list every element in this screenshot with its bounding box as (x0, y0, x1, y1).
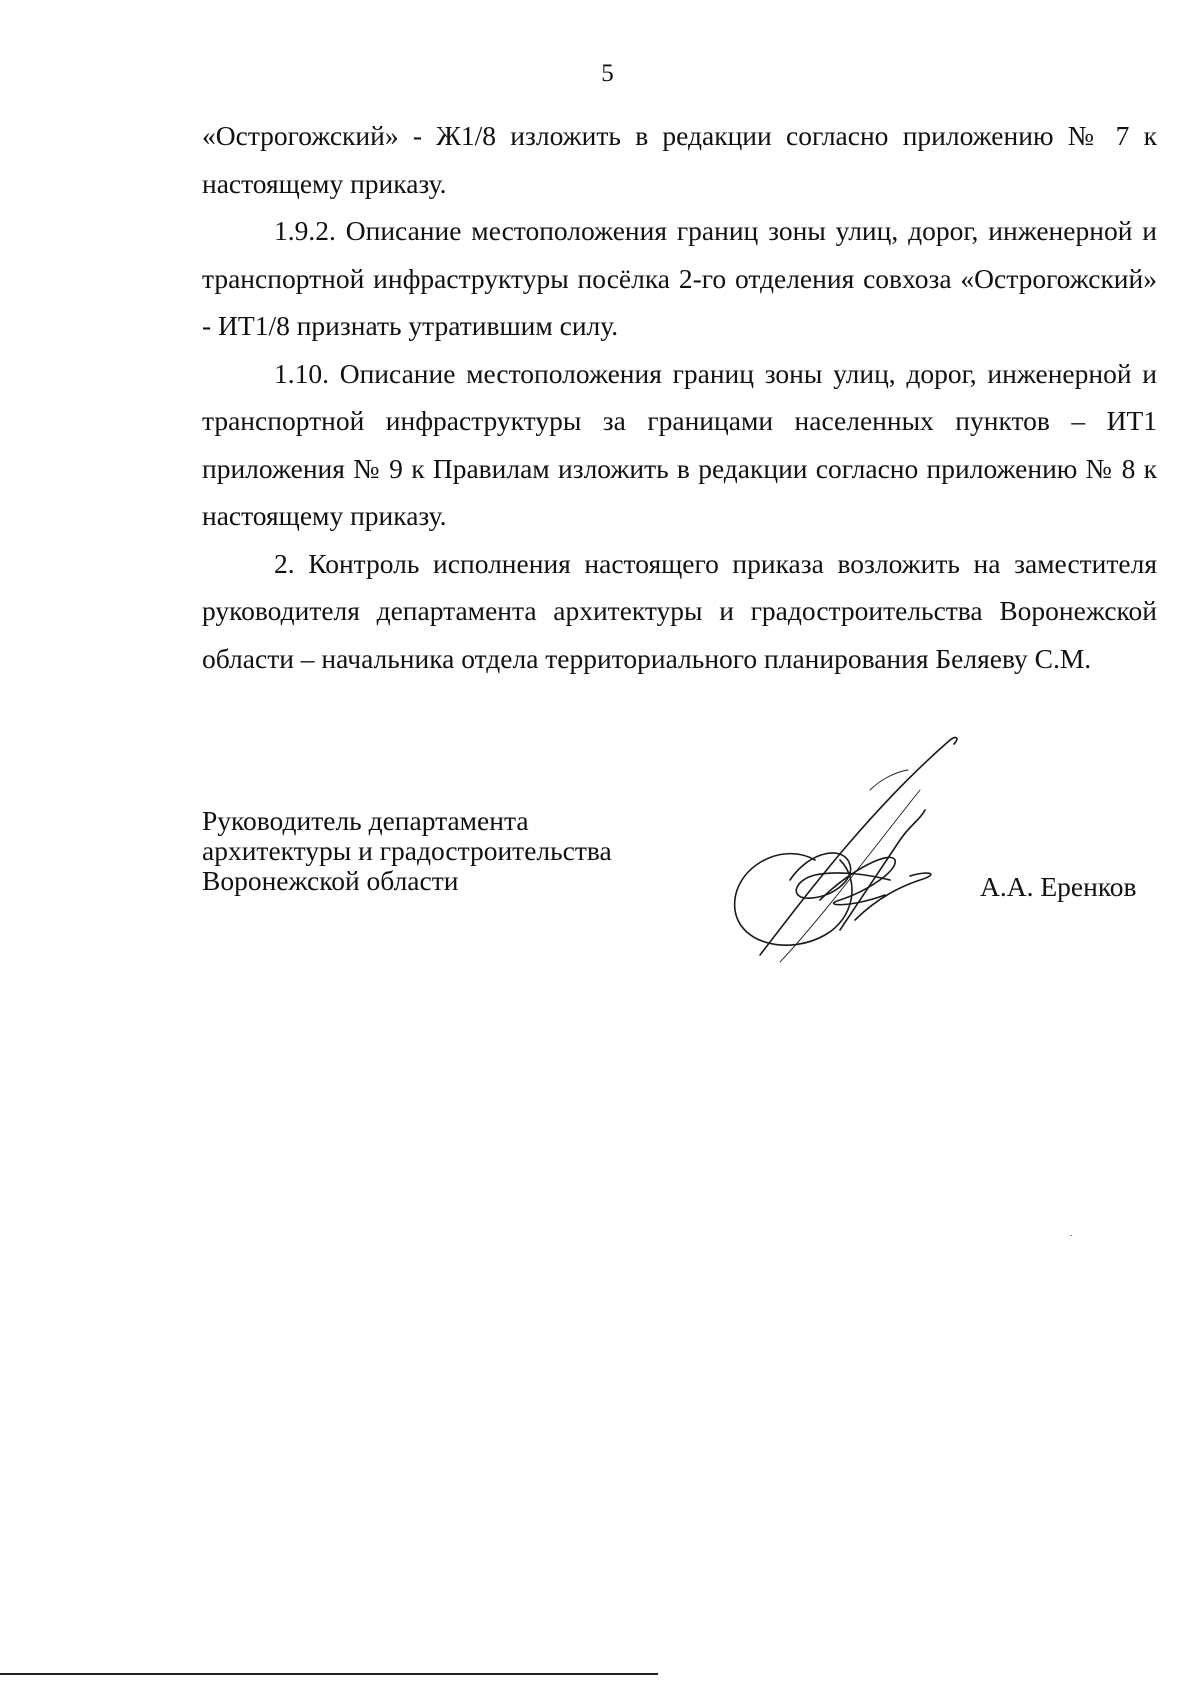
page-number: 5 (601, 60, 614, 87)
signer-name: А.А. Еренков (980, 871, 1137, 902)
paragraph-1-9-2: 1.9.2. Описание местоположения границ зоны улиц, дорог, инженерной и транспортной инфраструктуры посёлка 2-го отделения совхоза «Острогожский» - ИТ1/8 признать утратившим силу. (202, 215, 1157, 341)
document-body (202, 112, 1157, 682)
paragraph-2-control: 2. Контроль исполнения настоящего приказа возложить на заместителя руководителя департамента архитектуры и градостроительства Воронежской области – начальника отдела территориального планирования Беляеву С.М. (202, 547, 1157, 674)
signatory-title-line: Руководитель департамента (202, 805, 529, 836)
signatory-title-line: архитектуры и градостроительства (202, 835, 612, 866)
scan-speck (1070, 1235, 1072, 1236)
handwritten-signature (720, 730, 1020, 970)
signatory-title (202, 806, 612, 896)
paragraph-continuation: «Острогожский» - Ж1/8 изложить в редакции согласно приложению № 7 к настоящему приказу. (202, 120, 1157, 199)
signatory-title-line: Воронежской области (202, 865, 459, 896)
bottom-rule (0, 1673, 658, 1675)
paragraph-1-10: 1.10. Описание местоположения границ зоны улиц, дорог, инженерной и транспортной инфраструктуры за границами населенных пунктов – ИТ1 приложения № 9 к Правилам изложить в редакции согласно приложению № 8 к настоящему приказу. (202, 357, 1157, 531)
